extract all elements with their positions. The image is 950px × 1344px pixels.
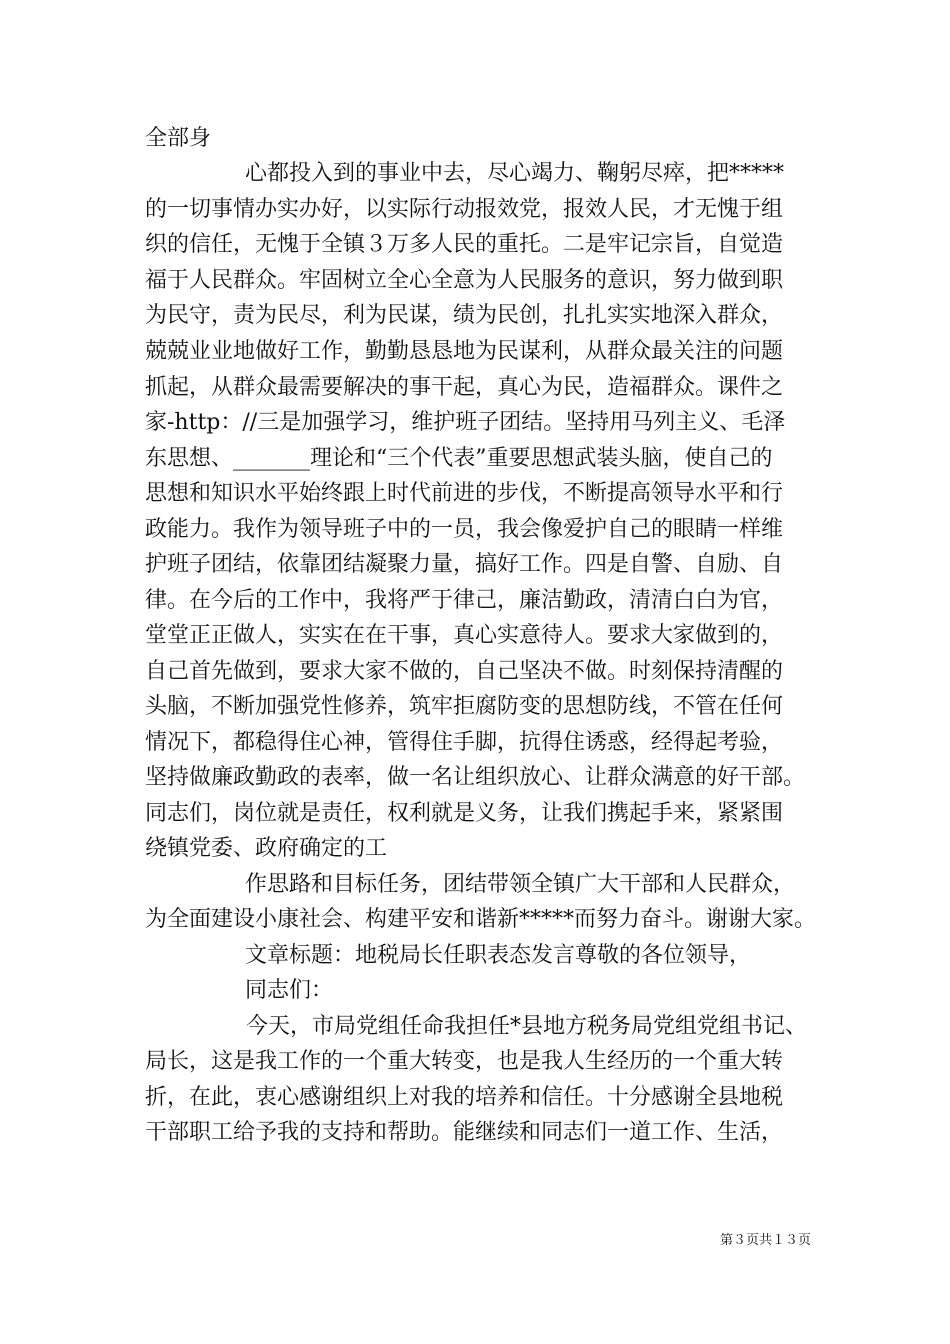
salutation-line: 同志们： bbox=[245, 978, 334, 1003]
article-title-line: 文章标题：地税局长任职表态发言尊敬的各位领导， bbox=[245, 943, 752, 968]
text-line-1: 全部身 bbox=[145, 126, 212, 151]
text-line-7: 兢兢业业地做好工作，勤勤恳恳地为民谋利，从群众最关注的问题 bbox=[145, 339, 784, 364]
text-line-19: 坚持做廉政勤政的表率，做一名让组织放心、让群众满意的好干部。 bbox=[145, 765, 806, 790]
text-line-20: 同志们，岗位就是责任，权利就是义务，让我们携起手来，紧紧围 bbox=[145, 801, 784, 826]
text-line-18: 情况下，都稳得住心神，管得住手脚，抗得住诱惑，经得起考验， bbox=[145, 730, 784, 755]
text-line-4: 织的信任，无愧于全镇３万多人民的重托。二是牢记宗旨，自觉造 bbox=[145, 232, 784, 257]
page-number-footer: 第３页共１３页 bbox=[720, 1233, 812, 1248]
text-line-21: 绕镇党委、政府确定的工 bbox=[145, 836, 388, 861]
text-line-26: 今天，市局党组任命我担任*县地方税务局党组党组书记、 bbox=[246, 1014, 808, 1039]
text-line-17: 头脑，不断加强党性修养，筑牢拒腐防变的思想防线，不管在任何 bbox=[145, 694, 784, 719]
text-line-28: 折，在此，衷心感谢组织上对我的培养和信任。十分感谢全县地税 bbox=[145, 1085, 784, 1110]
text-line-14: 律。在今后的工作中，我将严于律己，廉洁勤政，清清白白为官， bbox=[145, 588, 784, 613]
text-line-6: 为民守，责为民尽，利为民谋，绩为民创，扎扎实实地深入群众， bbox=[145, 303, 784, 328]
text-line-27: 局长，这是我工作的一个重大转变，也是我人生经历的一个重大转 bbox=[145, 1049, 784, 1074]
text-line-22: 作思路和目标任务，团结带领全镇广大干部和人民群众， bbox=[245, 872, 796, 897]
text-line-16: 自己首先做到，要求大家不做的，自己坚决不做。时刻保持清醒的 bbox=[145, 659, 784, 684]
text-line-8: 抓起，从群众最需要解决的事干起，真心为民，造福群众。课件之 bbox=[145, 375, 784, 400]
text-line-3: 的一切事情办实办好，以实际行动报效党，报效人民，才无愧于组 bbox=[145, 197, 784, 222]
text-line-15: 堂堂正正做人，实实在在干事，真心实意待人。要求大家做到的， bbox=[145, 623, 784, 648]
text-line-12: 政能力。我作为领导班子中的一员，我会像爱护自己的眼睛一样维 bbox=[145, 517, 784, 542]
text-line-10: 东思想、_______理论和“三个代表”重要思想武装头脑，使自己的 bbox=[145, 446, 773, 471]
text-line-29: 干部职工给予我的支持和帮助。能继续和同志们一道工作、生活， bbox=[145, 1120, 784, 1145]
text-line-2: 心都投入到的事业中去，尽心竭力、鞠躬尽瘁，把***** bbox=[245, 161, 785, 186]
text-line-11: 思想和知识水平始终跟上时代前进的步伐，不断提高领导水平和行 bbox=[145, 481, 784, 506]
text-line-13: 护班子团结，依靠团结凝聚力量，搞好工作。四是自警、自励、自 bbox=[145, 552, 784, 577]
text-line-5: 福于人民群众。牢固树立全心全意为人民服务的意识，努力做到职 bbox=[145, 268, 784, 293]
text-line-23: 为全面建设小康社会、构建平安和谐新*****而努力奋斗。谢谢大家。 bbox=[145, 907, 817, 932]
text-line-9: 家-http：//三是加强学习，维护班子团结。坚持用马列主义、毛泽 bbox=[145, 410, 786, 435]
